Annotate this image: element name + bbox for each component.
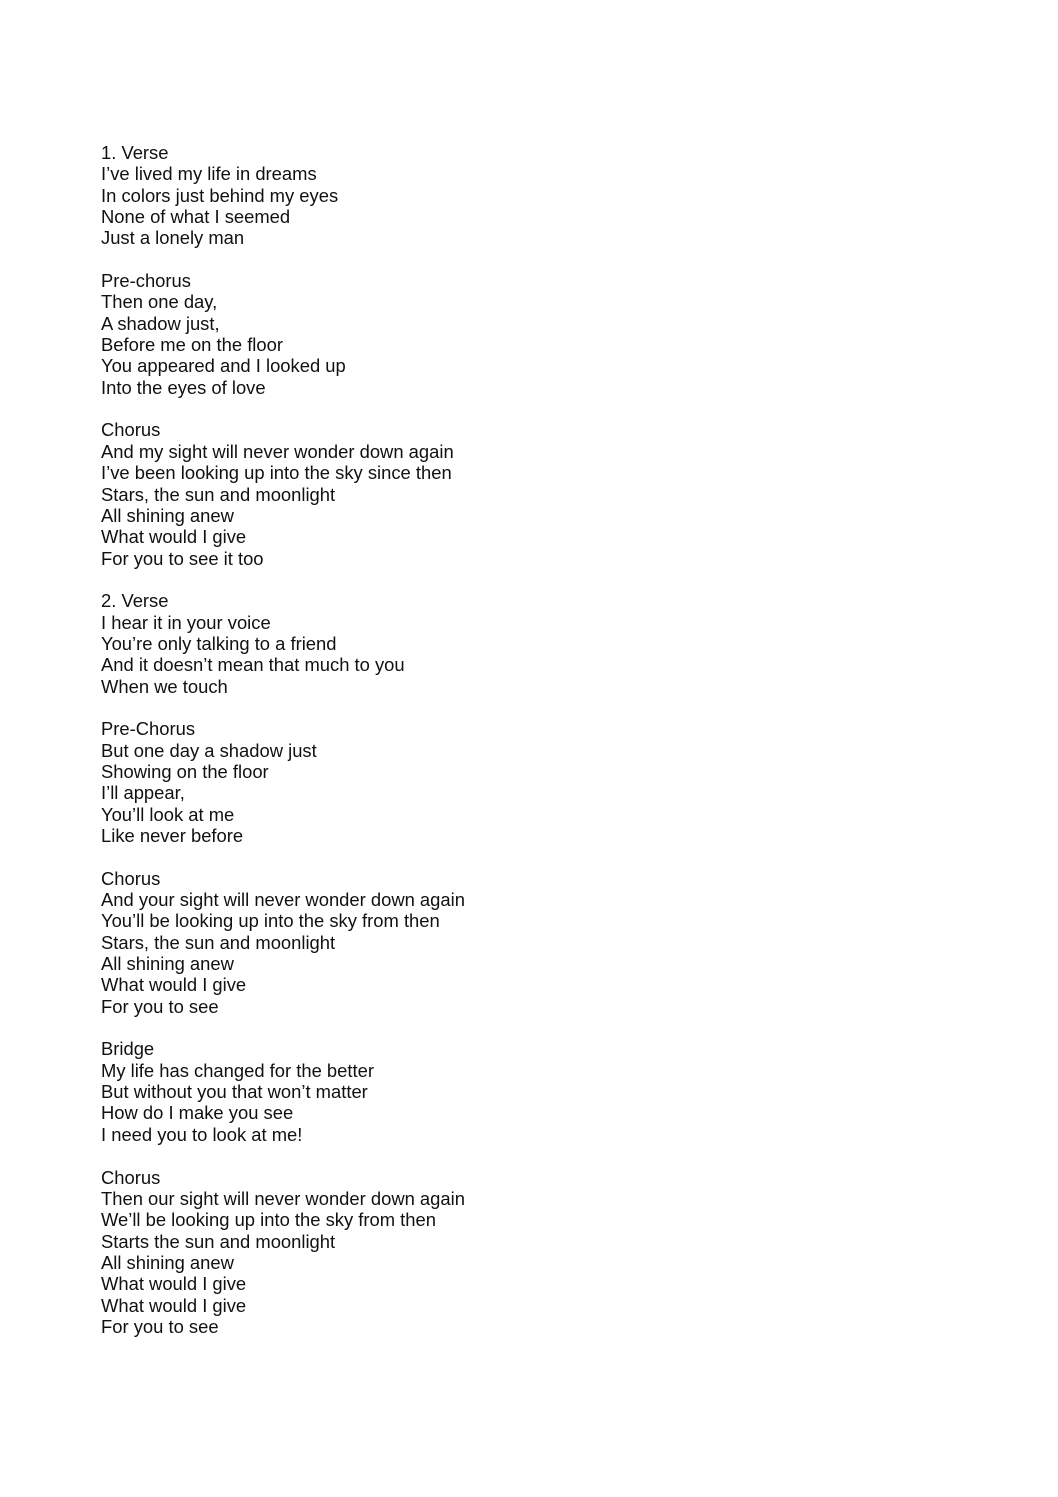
lyric-line: For you to see it too xyxy=(101,547,264,569)
section-heading: Bridge xyxy=(101,1038,155,1060)
lyric-line: I’ve lived my life in dreams xyxy=(101,163,317,185)
lyric-line: And my sight will never wonder down again xyxy=(101,440,454,462)
section-heading: Chorus xyxy=(101,867,161,889)
lyric-line: All shining anew xyxy=(101,504,234,526)
section-verse-2 xyxy=(101,590,1001,697)
section-heading: 2. Verse xyxy=(101,590,169,612)
lyric-line: What would I give xyxy=(101,974,247,996)
section-heading: Pre-Chorus xyxy=(101,718,196,740)
lyrics-body xyxy=(101,142,1001,1359)
lyric-line: Then one day, xyxy=(101,291,218,313)
section-chorus-3 xyxy=(101,1167,1001,1338)
lyric-line: I’ve been looking up into the sky since then xyxy=(101,462,452,484)
section-chorus-2 xyxy=(101,868,1001,1017)
lyric-line: I need you to look at me! xyxy=(101,1123,303,1145)
lyric-line: I hear it in your voice xyxy=(101,611,271,633)
lyric-line: You’re only talking to a friend xyxy=(101,632,337,654)
lyric-line: You’ll look at me xyxy=(101,803,235,825)
lyric-line: Starts the sun and moonlight xyxy=(101,1230,336,1252)
lyric-line: Into the eyes of love xyxy=(101,376,266,398)
section-chorus-1 xyxy=(101,419,1001,568)
lyric-line: In colors just behind my eyes xyxy=(101,184,339,206)
lyric-line: But without you that won’t matter xyxy=(101,1081,368,1103)
section-heading: Chorus xyxy=(101,419,161,441)
lyric-line: For you to see xyxy=(101,1315,219,1337)
section-bridge xyxy=(101,1038,1001,1145)
lyric-line: For you to see xyxy=(101,995,219,1017)
section-heading: Pre-chorus xyxy=(101,270,191,292)
lyric-line: Stars, the sun and moonlight xyxy=(101,483,336,505)
section-verse-1 xyxy=(101,142,1001,249)
lyric-line: And your sight will never wonder down again xyxy=(101,889,465,911)
lyric-line: Before me on the floor xyxy=(101,334,283,356)
lyric-line: We’ll be looking up into the sky from then xyxy=(101,1209,436,1231)
lyric-line: All shining anew xyxy=(101,1251,234,1273)
section-pre-chorus-2 xyxy=(101,718,1001,846)
lyric-line: Just a lonely man xyxy=(101,227,245,249)
lyric-line: What would I give xyxy=(101,526,247,548)
lyric-line: But one day a shadow just xyxy=(101,739,317,761)
lyric-line: All shining anew xyxy=(101,953,234,975)
section-heading: Chorus xyxy=(101,1166,161,1188)
lyric-line: Like never before xyxy=(101,825,244,846)
lyric-line: I’ll appear, xyxy=(101,782,185,804)
lyric-line: A shadow just, xyxy=(101,312,220,334)
section-pre-chorus-1 xyxy=(101,270,1001,398)
lyric-line: My life has changed for the better xyxy=(101,1059,374,1081)
lyric-line: Stars, the sun and moonlight xyxy=(101,931,336,953)
lyric-line: When we touch xyxy=(101,675,228,697)
lyric-line: You appeared and I looked up xyxy=(101,355,346,377)
lyric-line: Then our sight will never wonder down again xyxy=(101,1187,465,1209)
section-heading: 1. Verse xyxy=(101,142,169,163)
lyric-line: What would I give xyxy=(101,1294,247,1316)
lyric-line: You’ll be looking up into the sky from then xyxy=(101,910,440,932)
lyric-line: And it doesn’t mean that much to you xyxy=(101,654,405,676)
lyric-line: None of what I seemed xyxy=(101,206,291,228)
lyric-line: What would I give xyxy=(101,1273,247,1295)
lyric-line: How do I make you see xyxy=(101,1102,294,1124)
lyric-line: Showing on the floor xyxy=(101,760,269,782)
